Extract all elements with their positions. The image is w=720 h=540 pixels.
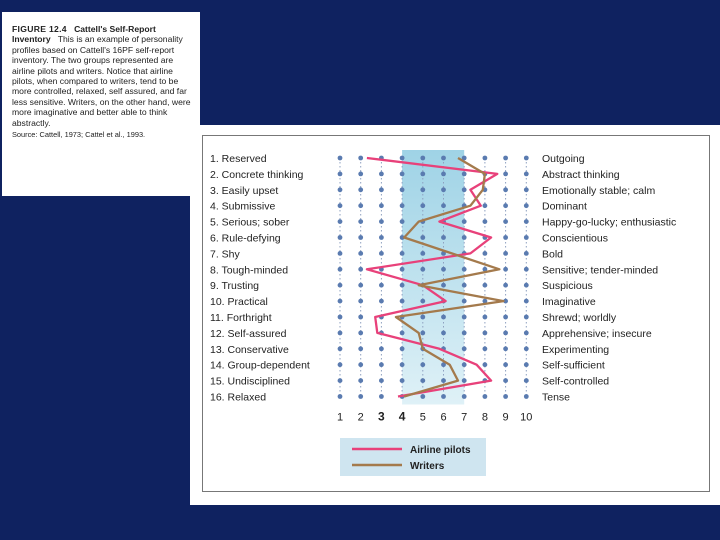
right-trait-label: Outgoing [542, 153, 585, 165]
grid-dot [358, 219, 363, 224]
grid-dot [441, 187, 446, 192]
grid-dot [441, 172, 446, 177]
grid-dot [400, 203, 405, 208]
grid-dot [358, 235, 363, 240]
left-trait-label: 14. Group-dependent [210, 359, 310, 372]
grid-dot [503, 235, 508, 240]
grid-dot [400, 299, 405, 304]
figure-source: Source: Cattell, 1973; Cattel et al., 1993. [12, 130, 146, 140]
grid-dot [358, 378, 363, 383]
grid-dot [420, 235, 425, 240]
grid-dot [524, 251, 529, 256]
left-trait-label: 3. Easily upset [210, 184, 279, 197]
grid-dot [524, 299, 529, 304]
right-trait-label: Tense [542, 391, 571, 404]
right-trait-label: Sensitive; tender-minded [542, 264, 659, 277]
right-trait-label: Experimenting [542, 343, 610, 356]
grid-dot [503, 283, 508, 288]
grid-dot [420, 251, 425, 256]
grid-dot [462, 172, 467, 177]
right-trait-label: Self-controlled [542, 375, 610, 388]
left-trait-label: 2. Concrete thinking [210, 168, 304, 181]
grid-dot [503, 331, 508, 336]
left-trait-label: 8. Tough-minded [210, 264, 289, 277]
grid-dot [503, 394, 508, 399]
grid-dot [524, 378, 529, 383]
grid-dot [503, 267, 508, 272]
grid-dot [524, 346, 529, 351]
grid-dot [524, 362, 529, 367]
grid-dot [441, 331, 446, 336]
grid-dot [483, 362, 488, 367]
figure-label: FIGURE 12.4 [12, 24, 67, 34]
grid-dot [503, 203, 508, 208]
grid-dot [379, 203, 384, 208]
grid-dot [420, 156, 425, 161]
grid-dot [524, 219, 529, 224]
left-trait-label: 5. Serious; sober [210, 216, 290, 229]
grid-dot [338, 267, 343, 272]
left-trait-label: 4. Submissive [210, 200, 276, 213]
grid-dot [379, 299, 384, 304]
left-trait-label: 11. Forthright [210, 312, 272, 324]
grid-dot [524, 315, 529, 320]
grid-dot [524, 187, 529, 192]
right-trait-label: Emotionally stable; calm [542, 184, 656, 197]
grid-dot [524, 156, 529, 161]
x-tick-label: 8 [481, 411, 488, 424]
grid-dot [400, 172, 405, 177]
grid-dot [358, 251, 363, 256]
left-trait-label: 1. Reserved [210, 153, 267, 165]
grid-dot [338, 251, 343, 256]
grid-dot [358, 203, 363, 208]
legend-label: Writers [410, 461, 445, 472]
grid-dot [483, 331, 488, 336]
grid-dot [441, 156, 446, 161]
grid-dot [441, 267, 446, 272]
grid-dot [358, 299, 363, 304]
chart-panel [190, 125, 720, 505]
grid-dot [400, 346, 405, 351]
grid-dot [338, 203, 343, 208]
x-tick-label: 10 [520, 411, 533, 424]
grid-dot [503, 219, 508, 224]
grid-dot [379, 187, 384, 192]
grid-dot [420, 378, 425, 383]
grid-dot [338, 299, 343, 304]
grid-dot [338, 235, 343, 240]
grid-dot [524, 331, 529, 336]
grid-dot [503, 346, 508, 351]
grid-dot [400, 156, 405, 161]
grid-dot [503, 378, 508, 383]
grid-dot [483, 346, 488, 351]
grid-dot [338, 315, 343, 320]
grid-dot [338, 378, 343, 383]
grid-dot [524, 172, 529, 177]
grid-dot [358, 346, 363, 351]
left-trait-label: 13. Conservative [210, 343, 289, 356]
grid-dot [358, 267, 363, 272]
grid-dot [483, 156, 488, 161]
right-trait-label: Dominant [542, 200, 587, 213]
grid-dot [379, 283, 384, 288]
grid-dot [379, 219, 384, 224]
right-trait-label: Happy-go-lucky; enthusiastic [542, 216, 677, 229]
grid-dot [524, 235, 529, 240]
grid-dot [503, 187, 508, 192]
left-trait-label: 15. Undisciplined [210, 375, 290, 388]
grid-dot [420, 362, 425, 367]
grid-dot [462, 315, 467, 320]
x-tick-label: 1 [336, 411, 344, 424]
left-trait-label: 7. Shy [210, 248, 240, 261]
right-trait-label: Abstract thinking [542, 168, 620, 181]
grid-dot [524, 203, 529, 208]
x-tick-label: 4 [398, 409, 406, 424]
grid-dot [358, 283, 363, 288]
right-trait-label: Apprehensive; insecure [542, 327, 652, 340]
grid-dot [358, 331, 363, 336]
left-trait-label: 6. Rule-defying [210, 232, 281, 245]
grid-dot [462, 283, 467, 288]
left-trait-label: 10. Practical [210, 296, 268, 309]
grid-dot [483, 219, 488, 224]
left-trait-label: 9. Trusting [210, 280, 260, 293]
grid-dot [400, 331, 405, 336]
grid-dot [462, 267, 467, 272]
grid-dot [483, 315, 488, 320]
grid-dot [462, 394, 467, 399]
grid-dot [338, 283, 343, 288]
grid-dot [379, 394, 384, 399]
grid-dot [338, 346, 343, 351]
grid-dot [441, 283, 446, 288]
grid-dot [420, 172, 425, 177]
grid-dot [420, 187, 425, 192]
grid-dot [420, 203, 425, 208]
grid-dot [462, 378, 467, 383]
grid-dot [420, 267, 425, 272]
grid-dot [462, 346, 467, 351]
right-trait-label: Shrewd; worldly [542, 312, 617, 324]
grid-dot [379, 378, 384, 383]
left-trait-label: 16. Relaxed [210, 391, 267, 404]
grid-dot [400, 251, 405, 256]
grid-dot [462, 299, 467, 304]
grid-dot [338, 219, 343, 224]
figure-title: Cattell's Self-Report Inventory [12, 24, 156, 45]
figure-body: This is an example of personality profiles based on Cattell's 16PF self-report inventory. The two groups represented are airline pilots and writers. Notice that airline pilots, when compared to writers, tend to be more controlled, relaxed, self assured, and far less sensitive. Writers, on the other hand, were more imaginative and better able to think abstractly. [12, 34, 191, 128]
grid-dot [462, 235, 467, 240]
grid-dot [524, 394, 529, 399]
grid-dot [400, 267, 405, 272]
x-tick-label: 3 [378, 409, 385, 424]
grid-dot [462, 362, 467, 367]
grid-dot [400, 378, 405, 383]
grid-dot [358, 394, 363, 399]
grid-dot [379, 362, 384, 367]
grid-dot [524, 267, 529, 272]
grid-dot [441, 394, 446, 399]
grid-dot [379, 346, 384, 351]
x-tick-label: 5 [419, 411, 426, 424]
grid-dot [338, 394, 343, 399]
grid-dot [420, 394, 425, 399]
grid-dot [338, 362, 343, 367]
grid-dot [524, 283, 529, 288]
grid-dot [483, 394, 488, 399]
grid-dot [483, 251, 488, 256]
grid-dot [441, 315, 446, 320]
right-trait-label: Suspicious [542, 280, 593, 293]
grid-dot [358, 156, 363, 161]
right-trait-label: Conscientious [542, 232, 608, 245]
grid-dot [503, 156, 508, 161]
grid-dot [400, 187, 405, 192]
legend-label: Airline pilots [410, 445, 471, 456]
grid-dot [462, 187, 467, 192]
grid-dot [420, 331, 425, 336]
grid-dot [420, 315, 425, 320]
right-trait-label: Bold [542, 248, 564, 261]
grid-dot [503, 362, 508, 367]
grid-dot [441, 378, 446, 383]
grid-dot [503, 251, 508, 256]
right-trait-label: Imaginative [542, 296, 596, 309]
grid-dot [358, 315, 363, 320]
grid-dot [462, 331, 467, 336]
x-tick-label: 7 [461, 411, 468, 424]
x-tick-label: 6 [440, 411, 447, 424]
grid-dot [338, 187, 343, 192]
grid-dot [503, 172, 508, 177]
grid-dot [379, 235, 384, 240]
left-trait-label: 12. Self-assured [210, 327, 287, 340]
grid-dot [483, 283, 488, 288]
grid-dot [400, 362, 405, 367]
grid-dot [441, 235, 446, 240]
grid-dot [379, 172, 384, 177]
grid-dot [400, 283, 405, 288]
x-tick-label: 2 [357, 411, 364, 424]
grid-dot [379, 251, 384, 256]
grid-dot [358, 172, 363, 177]
grid-dot [338, 156, 343, 161]
grid-dot [441, 203, 446, 208]
grid-dot [358, 187, 363, 192]
grid-dot [358, 362, 363, 367]
profile-chart [190, 125, 720, 505]
grid-dot [400, 219, 405, 224]
grid-dot [420, 299, 425, 304]
grid-dot [338, 331, 343, 336]
right-trait-label: Self-sufficient [542, 359, 605, 372]
grid-dot [462, 219, 467, 224]
grid-dot [503, 315, 508, 320]
grid-dot [483, 203, 488, 208]
x-tick-label: 9 [502, 411, 509, 424]
grid-dot [338, 172, 343, 177]
figure-caption [2, 12, 200, 196]
